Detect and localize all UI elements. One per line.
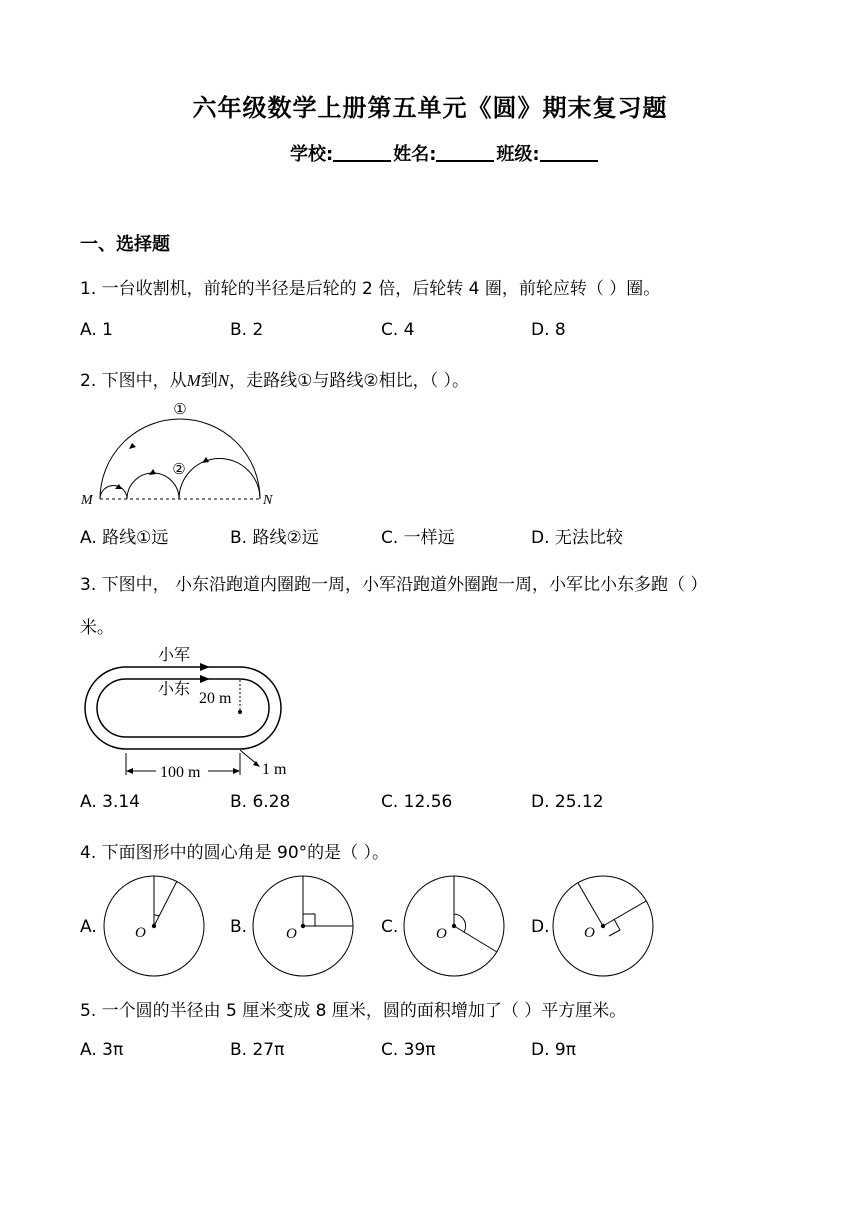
semicircle-routes-figure — [78, 396, 278, 510]
width-label: 1 m — [262, 761, 287, 778]
q5-option-d[interactable]: D. 9π — [531, 1040, 576, 1060]
question-5-text: 5. 一个圆的半径由 5 厘米变成 8 厘米，圆的面积增加了（ ）平方厘米。 — [80, 1001, 627, 1021]
q4-circle-b[interactable] — [251, 874, 355, 978]
inner-runner-label: 小东 — [158, 681, 191, 698]
q3-option-a[interactable]: A. 3.14 — [80, 792, 140, 812]
class-label: 班级: — [496, 144, 540, 165]
q2-var-n: N — [217, 371, 230, 390]
svg-text:O: O — [286, 926, 297, 942]
point-m-label: M — [81, 493, 93, 508]
running-track-figure — [78, 640, 300, 785]
q3-option-d[interactable]: D. 25.12 — [531, 792, 604, 812]
length-label: 100 m — [160, 764, 201, 781]
q5-option-a[interactable]: A. 3π — [80, 1040, 124, 1060]
route-2-arc-large — [179, 459, 260, 500]
q3-option-b[interactable]: B. 6.28 — [230, 792, 291, 812]
route-1-arc — [100, 419, 260, 499]
inner-direction-arrow — [200, 675, 210, 683]
outer-direction-arrow — [200, 663, 210, 671]
q5-option-c[interactable]: C. 39π — [381, 1040, 436, 1060]
name-label: 姓名: — [393, 144, 437, 165]
q1-option-a[interactable]: A. 1 — [80, 320, 113, 340]
route-2-arrow-small — [115, 484, 122, 489]
q2-var-m: M — [186, 371, 201, 390]
svg-text:O: O — [135, 925, 146, 941]
q2-option-a[interactable]: A. 路线①远 — [80, 528, 169, 548]
q4-option-b[interactable]: B. — [230, 917, 248, 937]
q3-option-c[interactable]: C. 12.56 — [381, 792, 453, 812]
length-arrow-right — [233, 768, 240, 774]
point-n-label: N — [263, 493, 273, 508]
route-2-arrow-middle — [149, 469, 156, 475]
question-3-text-line2: 米。 — [80, 618, 114, 638]
q4-option-c[interactable]: C. — [381, 917, 399, 937]
q4-circle-a[interactable] — [102, 874, 206, 978]
q4-circle-c[interactable] — [402, 874, 506, 978]
q2-text-part-c: ，走路线①与路线②相比，（ ）。 — [229, 371, 470, 391]
school-blank[interactable] — [333, 144, 391, 162]
question-3-text-line1: 3. 下图中， 小东沿跑道内圈跑一周，小军沿跑道外圈跑一周，小军比小东多跑（ ） — [80, 575, 708, 595]
q2-option-d[interactable]: D. 无法比较 — [531, 528, 623, 548]
page-title: 六年级数学上册第五单元《圆》期末复习题 — [192, 94, 668, 122]
q1-option-d[interactable]: D. 8 — [531, 320, 566, 340]
svg-text:O: O — [584, 925, 595, 941]
section-heading: 一、选择题 — [80, 234, 170, 255]
route-2-arc-middle — [127, 473, 179, 499]
q4-circle-d[interactable] — [551, 874, 655, 978]
route-2-arc-small — [100, 486, 127, 500]
q1-option-c[interactable]: C. 4 — [381, 320, 415, 340]
outer-runner-label: 小军 — [158, 647, 191, 664]
q2-text-part-b: 到 — [200, 371, 218, 391]
name-blank[interactable] — [436, 144, 494, 162]
route-1-arrow — [129, 443, 136, 449]
curve-center-dot — [238, 710, 242, 714]
q4-option-a[interactable]: A. — [80, 917, 97, 937]
school-label: 学校: — [290, 144, 334, 165]
radius-label: 20 m — [199, 690, 232, 707]
question-2-text — [80, 366, 469, 391]
q4-option-d[interactable]: D. — [531, 917, 550, 937]
q5-option-b[interactable]: B. 27π — [230, 1040, 285, 1060]
route-2-label: ② — [172, 462, 186, 478]
length-arrow-left — [126, 768, 133, 774]
question-1-text: 1. 一台收割机，前轮的半径是后轮的 2 倍，后轮转 4 圈，前轮应转（ ）圈。 — [80, 279, 661, 299]
q2-option-b[interactable]: B. 路线②远 — [230, 528, 319, 548]
q2-option-c[interactable]: C. 一样远 — [381, 528, 455, 548]
q1-option-b[interactable]: B. 2 — [230, 320, 264, 340]
student-info-line — [290, 140, 600, 166]
svg-text:O: O — [436, 926, 447, 942]
class-blank[interactable] — [540, 144, 598, 162]
q2-text-part-a: 2. 下图中，从 — [80, 371, 187, 391]
question-4-text: 4. 下面图形中的圆心角是 90°的是（ ）。 — [80, 843, 390, 863]
route-1-label: ① — [173, 402, 187, 418]
